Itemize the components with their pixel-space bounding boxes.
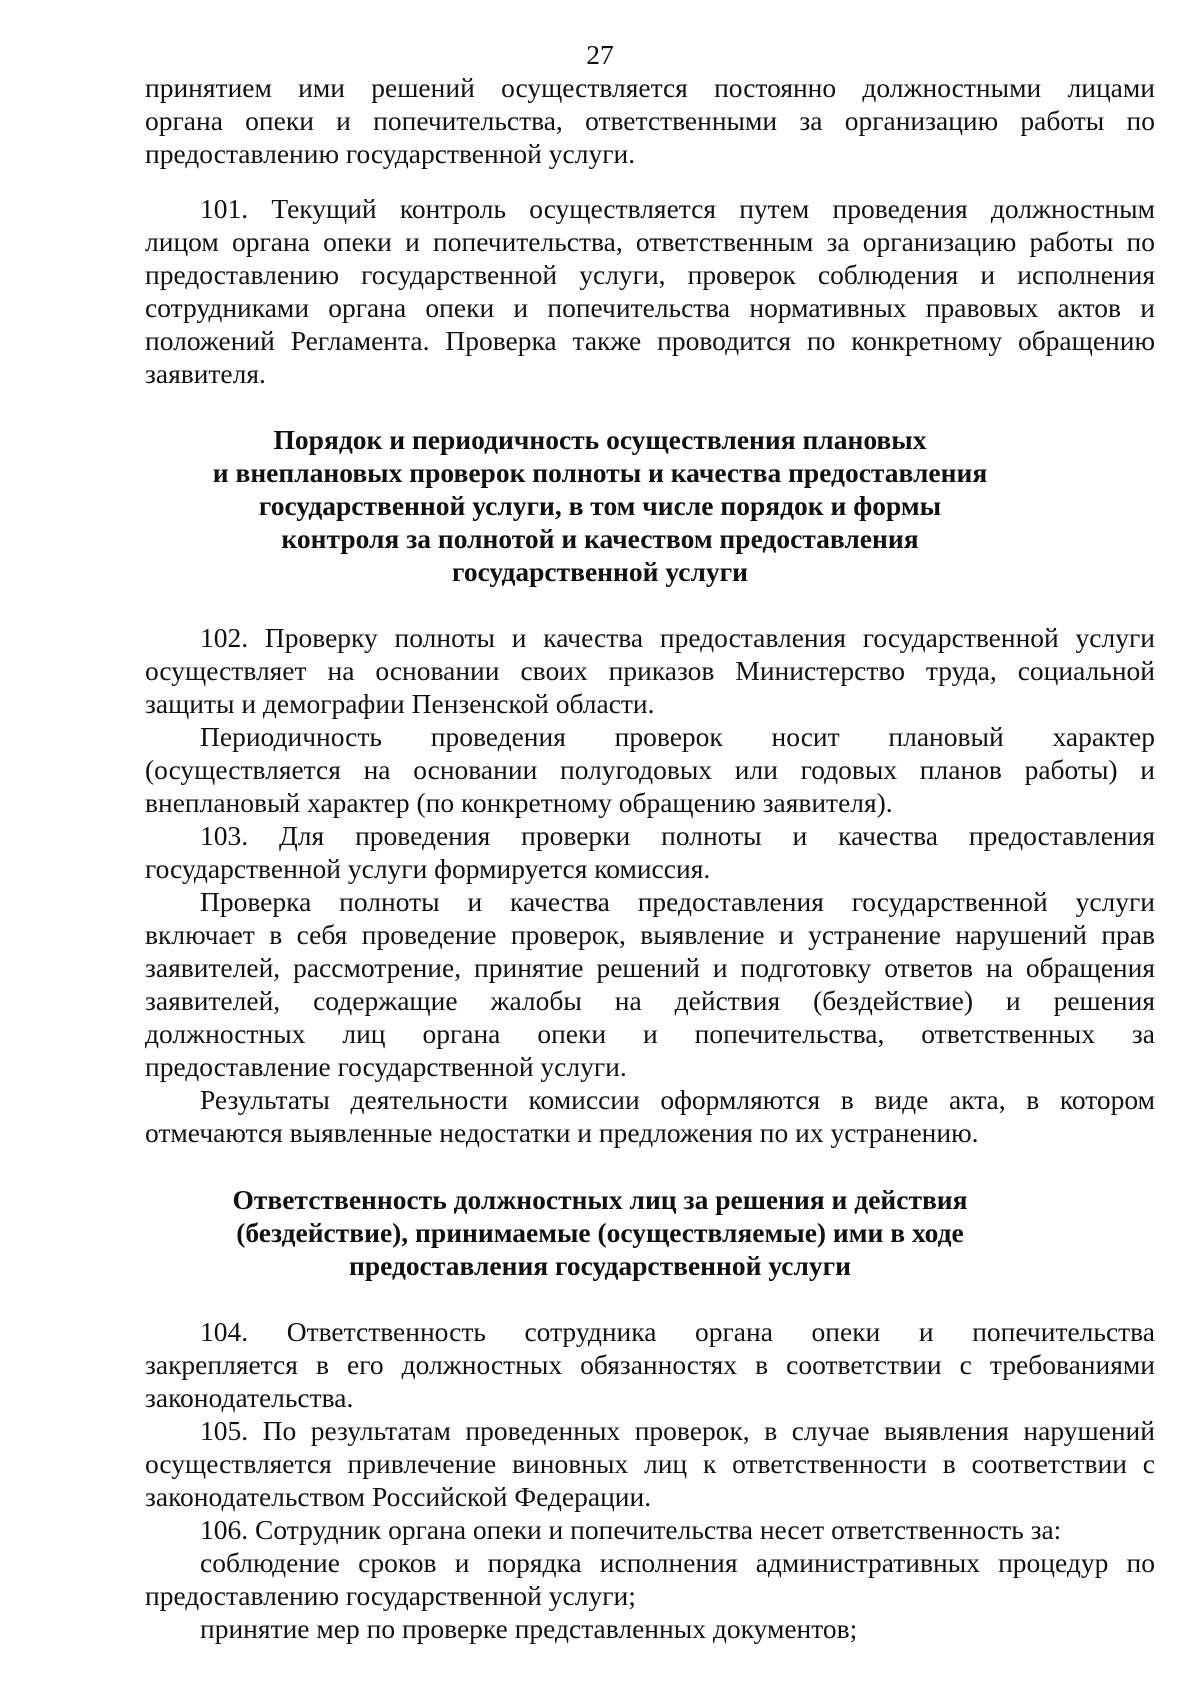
text-line: законодательства. (145, 1382, 354, 1413)
text-line: внеплановый характер (по конкретному обращению заявителя). (145, 787, 893, 818)
text-line: 101. Текущий контроль осуществляется путем проведения должностным (200, 193, 1155, 224)
text-line: принятием ими решений осуществляется постоянно должностными лицами (145, 72, 1155, 103)
heading-line: государственной услуги, в том числе порядок и формы (258, 490, 942, 521)
text-line: заявителя. (145, 358, 266, 389)
text-line: должностных лиц органа опеки и попечительства, ответственных за (145, 1018, 1155, 1049)
text-line: защиты и демографии Пензенской области. (145, 688, 655, 719)
heading-line: (бездействие), принимаемые (осуществляемые) ими в ходе (236, 1217, 964, 1248)
text-line: включает в себя проведение проверок, выявление и устранение нарушений прав (145, 919, 1155, 950)
text-line: осуществляет на основании своих приказов Министерство труда, социальной (145, 655, 1155, 686)
text-line: 104. Ответственность сотрудника органа опеки и попечительства (200, 1316, 1155, 1347)
text-line: 106. Сотрудник органа опеки и попечительства несет ответственность за: (200, 1514, 1062, 1545)
text-line: положений Регламента. Проверка также проводится по конкретному обращению (145, 325, 1155, 356)
text-line: предоставление государственной услуги. (145, 1051, 627, 1082)
text-line: 105. По результатам проведенных проверок, в случае выявления нарушений (200, 1415, 1155, 1446)
text-line: 103. Для проведения проверки полноты и качества предоставления (200, 820, 1155, 851)
text-line: (осуществляется на основании полугодовых или годовых планов работы) и (145, 754, 1155, 785)
text-line: лицом органа опеки и попечительства, ответственным за организацию работы по (145, 226, 1155, 257)
text-line: предоставлению государственной услуги; (145, 1580, 636, 1611)
text-line: Результаты деятельности комиссии оформляются в виде акта, в котором (200, 1084, 1155, 1115)
text-line: 102. Проверку полноты и качества предоставления государственной услуги (200, 622, 1155, 653)
heading-line: Ответственность должностных лиц за решения и действия (232, 1184, 968, 1215)
text-line: заявителей, рассмотрение, принятие решений и подготовку ответов на обращения (145, 952, 1155, 983)
text-line: принятие мер по проверке представленных документов; (200, 1613, 858, 1644)
text-line: отмечаются выявленные недостатки и предложения по их устранению. (145, 1117, 979, 1148)
text-line: заявителей, содержащие жалобы на действия (бездействие) и решения (145, 985, 1155, 1016)
text-line: сотрудниками органа опеки и попечительства нормативных правовых актов и (145, 292, 1155, 323)
text-line: Периодичность проведения проверок носит плановый характер (200, 721, 1155, 752)
text-line: соблюдение сроков и порядка исполнения административных процедур по (200, 1547, 1155, 1578)
text-line: закрепляется в его должностных обязанностях в соответствии с требованиями (145, 1349, 1155, 1380)
page-number: 27 (586, 39, 614, 70)
text-line: осуществляется привлечение виновных лиц к ответственности в соответствии с (145, 1448, 1155, 1479)
heading-line: и внеплановых проверок полноты и качества предоставления (212, 457, 988, 488)
heading-line: государственной услуги (452, 556, 748, 587)
text-line: Проверка полноты и качества предоставления государственной услуги (200, 886, 1155, 917)
heading-line: контроля за полнотой и качеством предоставления (281, 523, 919, 554)
text-line: законодательством Российской Федерации. (145, 1481, 652, 1512)
text-line: предоставлению государственной услуги. (145, 138, 636, 169)
heading-line: предоставления государственной услуги (349, 1250, 851, 1281)
text-line: органа опеки и попечительства, ответственными за организацию работы по (145, 105, 1155, 136)
heading-line: Порядок и периодичность осуществления плановых (273, 424, 927, 455)
text-line: государственной услуги формируется комиссия. (145, 853, 711, 884)
text-line: предоставлению государственной услуги, проверок соблюдения и исполнения (145, 259, 1155, 290)
